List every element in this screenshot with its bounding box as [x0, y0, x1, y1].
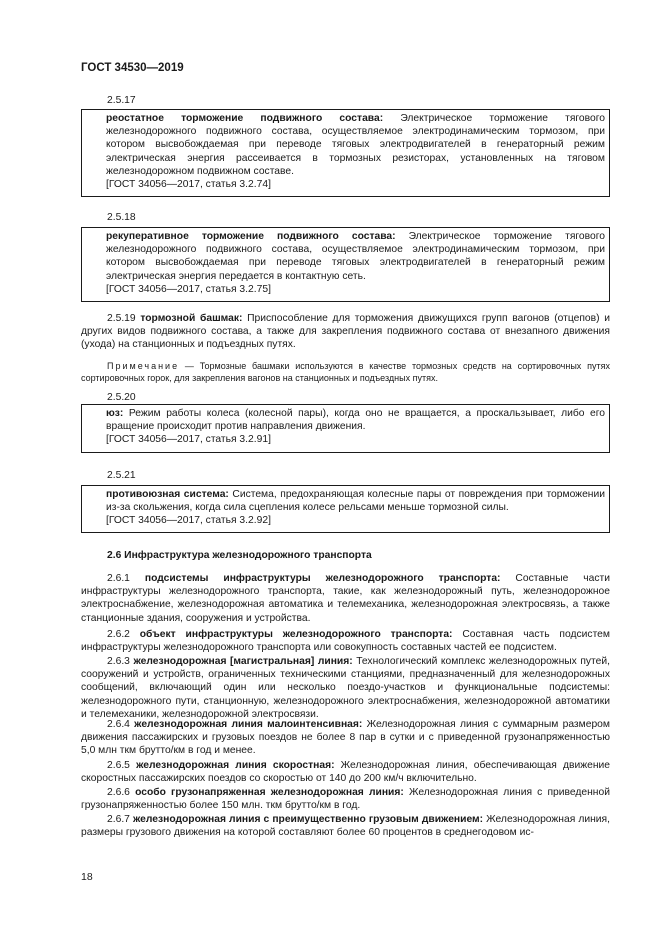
term-definition: Железнодорожная линия, размеры грузового движения на которой составляют более 60 процентов в среднегодовом ис- [81, 814, 610, 839]
term-box [81, 404, 610, 453]
item-number: 2.6.5 [107, 760, 130, 771]
term-definition: Железнодорожная линия с суммарным размером движения пассажирских и грузовых поездов не более 8 пар в сутки и с приведенной грузонапряженностью 5,0 млн ткм брутто/км в год и менее. [81, 719, 610, 757]
term-definition: Технологический комплекс железнодорожных путей, сооружений и устройств, ограниченных техническими станциями, предназначенный для железнодорожных сообщений, включающий один или несколько поездо-участков и функциональные подсистемы: железнодорожного пути, станционную, железнодорожного электроснабжения, железнодорожной автоматики и телемеханики, железнодорожной электросвязи. [81, 656, 610, 720]
page-number: 18 [81, 871, 93, 883]
term-name: объект инфраструктуры железнодорожного транспорта: [139, 629, 453, 640]
term-reference: [ГОСТ 34056—2017, статья 3.2.91] [106, 434, 271, 446]
item-number: 2.6.2 [107, 629, 130, 640]
term-name: реостатное торможение подвижного состава: [106, 113, 384, 124]
term-name: тормозной башмак: [140, 313, 243, 324]
term-name: противоюзная система: [106, 489, 229, 500]
paragraph [81, 786, 610, 812]
term-name: особо грузонапряженная железнодорожная линия: [135, 787, 404, 798]
note-text: — Тормозные башмаки используются в качестве тормозных средств на сортировочных путях сортировочных горок, для закрепления вагонов на станционных и подъездных путях. [81, 361, 610, 383]
term-box [81, 227, 610, 302]
term-name: подсистемы инфраструктуры железнодорожного транспорта: [144, 573, 501, 584]
term-reference: [ГОСТ 34056—2017, статья 3.2.74] [106, 179, 271, 191]
term-definition: Система, предохраняющая колесные пары от повреждения при торможении из-за скольжения, когда сила сцепления колесе рельсами меньше тормозной силы. [106, 489, 605, 514]
term-name: железнодорожная [магистральная] линия: [133, 656, 353, 667]
term-definition: Железнодорожная линия, обеспечивающая движение скоростных пассажирских поездов со скоростью от 140 до 200 км/ч включительно. [81, 760, 610, 785]
term-definition: Составная часть подсистем инфраструктуры железнодорожного транспорта или совокупность составных частей ее подсистем. [81, 629, 610, 654]
item-number: 2.6.7 [107, 814, 130, 825]
document-header: ГОСТ 34530—2019 [81, 62, 184, 74]
note-label: Примечание [107, 361, 180, 371]
term-box [81, 109, 610, 197]
paragraph [81, 572, 610, 625]
term-number: 2.5.21 [107, 470, 136, 481]
term-name: рекуперативное торможение подвижного состава: [106, 231, 396, 242]
paragraph [81, 718, 610, 758]
term-box [81, 485, 610, 533]
term-number: 2.5.20 [107, 392, 136, 403]
term-definition: Железнодорожная линия с приведенной грузонапряженностью более 150 млн. ткм брутто/км в год. [81, 787, 610, 812]
term-name: юз: [106, 408, 124, 419]
term-name: железнодорожная линия скоростная: [136, 760, 335, 771]
term-name: железнодорожная линия с преимущественно грузовым движением: [132, 814, 484, 825]
term-definition: Электрическое торможение тягового железнодорожного подвижного состава, осуществляемое электродинамическим тормозом, при котором высвобождаемая при переводе тяговых электродвигателей в генераторный режим электрическая энергия рассеивается в тормозных резисторах, установленных на тяговом железнодорожном подвижном составе. [106, 113, 605, 177]
item-number: 2.6.3 [107, 656, 130, 667]
paragraph [81, 759, 610, 785]
paragraph [81, 813, 610, 839]
item-number: 2.6.6 [107, 787, 130, 798]
term-reference: [ГОСТ 34056—2017, статья 3.2.75] [106, 283, 271, 295]
term-reference: [ГОСТ 34056—2017, статья 3.2.92] [106, 515, 271, 527]
section-heading: 2.6 Инфраструктура железнодорожного транспорта [107, 550, 372, 561]
item-number: 2.6.4 [107, 719, 130, 730]
paragraph-2-5-19 [81, 312, 610, 352]
term-definition: Составные части инфраструктуры железнодорожного транспорта, такие, как железнодорожный путь, железнодорожное электроснабжение, железнодорожная автоматика и телемеханика, железнодорожная электросвязь, а также станционные здания, сооружения и устройства. [81, 573, 610, 624]
item-number: 2.6.1 [107, 573, 130, 584]
term-definition: Режим работы колеса (колесной пары), когда оно не вращается, а проскальзывает, либо его вращение происходит против направления движения. [106, 408, 605, 433]
term-name: железнодорожная линия малоинтенсивная: [134, 719, 363, 730]
term-definition: Электрическое торможение тягового железнодорожного подвижного состава, осуществляемое электродинамическим тормозом, при котором высвобождаемая при переводе тяговых электродвигателей в генераторный режим электрическая энергия передается в контактную сеть. [106, 231, 605, 282]
term-number: 2.5.18 [107, 212, 136, 223]
paragraph [81, 628, 610, 654]
term-number: 2.5.17 [107, 95, 136, 106]
term-definition: Приспособление для торможения движущихся групп вагонов (отцепов) и других видов подвижного состава, а также для закрепления подвижного состава от внезапного движения (ухода) на станционных и подъездных путях. [81, 313, 610, 351]
paragraph [81, 655, 610, 721]
note [81, 360, 610, 384]
item-number: 2.5.19 [107, 313, 136, 324]
